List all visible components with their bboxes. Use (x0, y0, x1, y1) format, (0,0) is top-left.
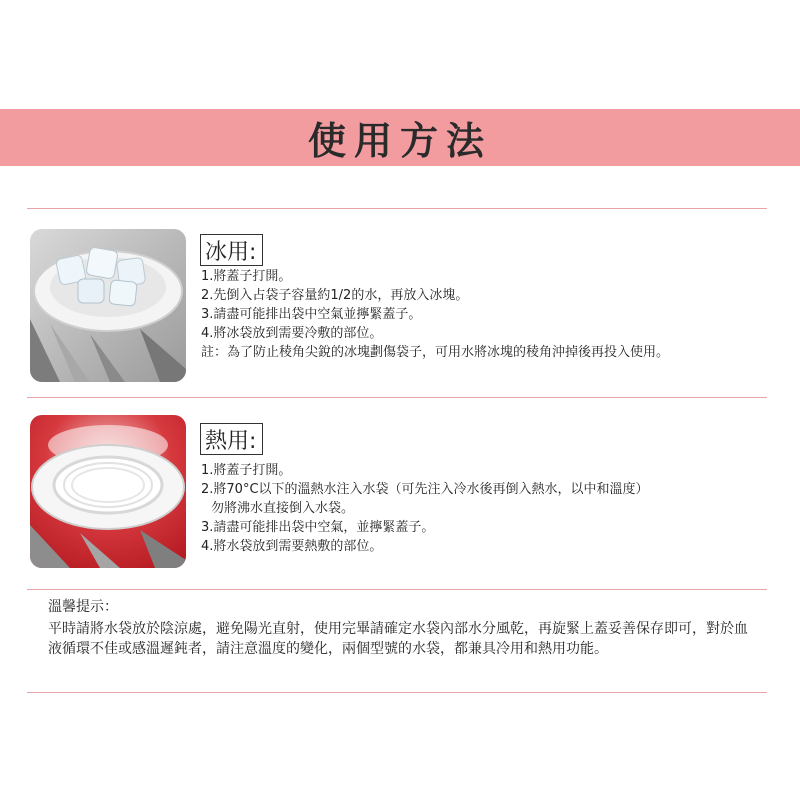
cold-step-1: 1.將蓋子打開。 (201, 269, 292, 284)
hot-step-2-warning: 勿將沸水直接倒入水袋。 (211, 501, 355, 516)
cold-step-2: 2.先倒入占袋子容量約1/2的水，再放入冰塊。 (201, 288, 469, 303)
divider-top (27, 208, 767, 209)
hot-step-1: 1.將蓋子打開。 (201, 463, 292, 478)
hot-label-text: 熱用: (205, 428, 257, 454)
tips-text: 平時請將水袋放於陰涼處，避免陽光直射，使用完畢請確定水袋內部水分風乾，再旋緊上蓋妥善保存即可，對於血液循環不佳或感溫遲鈍者，請注意溫度的變化，兩個型號的水袋，都兼具冷用和熱用功能。 (48, 621, 748, 657)
tips-title: 溫馨提示： (48, 599, 118, 615)
hot-label (200, 423, 263, 455)
cold-step-3: 3.請盡可能排出袋中空氣並擰緊蓋子。 (201, 307, 422, 322)
cold-label (200, 234, 263, 266)
hot-step-2: 2.將70°C以下的溫熱水注入水袋（可先注入冷水後再倒入熱水，以中和溫度） (201, 482, 649, 497)
cold-step-4: 4.將冰袋放到需要冷敷的部位。 (201, 326, 383, 341)
hot-steps (201, 461, 649, 556)
hot-step-3: 3.請盡可能排出袋中空氣，並擰緊蓋子。 (201, 520, 435, 535)
page-title: 使用方法 (307, 119, 492, 163)
divider-bottom (27, 692, 767, 693)
hot-water-bag-icon (30, 415, 186, 568)
hot-step-4: 4.將水袋放到需要熱敷的部位。 (201, 539, 383, 554)
title-banner (0, 109, 800, 166)
divider-tips-top (27, 589, 767, 590)
cold-label-text: 冰用: (205, 239, 257, 265)
divider-middle (27, 397, 767, 398)
cold-steps (201, 267, 669, 362)
ice-bag-icon (30, 229, 186, 382)
cold-note: 註：為了防止稜角尖銳的冰塊劃傷袋子，可用水將冰塊的稜角沖掉後再投入使用。 (201, 345, 670, 360)
